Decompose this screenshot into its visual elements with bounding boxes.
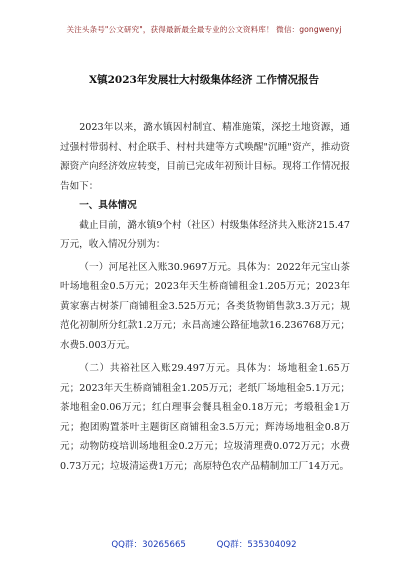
qq-group-2: QQ群：535304092 <box>216 540 297 550</box>
summary-paragraph: 截止目前，潞水镇9个村（社区）村级集体经济共入账济215.47万元，收入情况分别为： <box>60 219 350 250</box>
header-watermark: 关注头条号"公文研究"，获得最新最全最专业的公文资料库！ 微信：gongwenyj <box>66 25 342 34</box>
item-paragraph-2: （二）共裕社区入账29.497万元。具体为：场地租金1.65万元；2023年天生桥商铺租金1.205万元；老纸厂场地租金5.1万元；茶地租金0.06万元；红白理事会餐具租金0.18万元；考缎租金1万元；抱团购置茶叶主题街区商铺租金3.5万元；辉涛场地租金0.8万元；动物防疫培训场地租金0.2万元；垃圾清理费0.072万元；水费0.73万元；垃圾清运费1万元；高原特色农产品精制加工厂14万元。 <box>60 363 350 472</box>
document-body <box>60 118 350 476</box>
qq-group-1: QQ群：30265665 <box>111 540 186 550</box>
footer-contacts <box>0 538 408 550</box>
document-title: X镇2023年发展壮大村级集体经济 工作情况报告 <box>88 74 320 86</box>
intro-paragraph: 2023年以来，潞水镇因村制宜、精准施策，深挖土地资源，通过强村带弱村、村企联手、村村共建等方式唤醒"沉睡"资产，推动资源资产向经济效应转变，目前已完成年初预计目标。现将工作情况报告如下： <box>60 122 350 192</box>
item-paragraph-1: （一）河尾社区入账30.9697万元。具体为：2022年元宝山茶叶场地租金0.5万元；2023年天生桥商铺租金1.205万元；2023年黄家寨古树茶厂商铺租金3.525万元；各类货物销售款3.3万元；规范化初制所分红款1.2万元；永昌高速公路征地款16.236768万元；水费5.003万元。 <box>60 261 350 351</box>
section-heading: 一、具体情况 <box>79 200 137 211</box>
